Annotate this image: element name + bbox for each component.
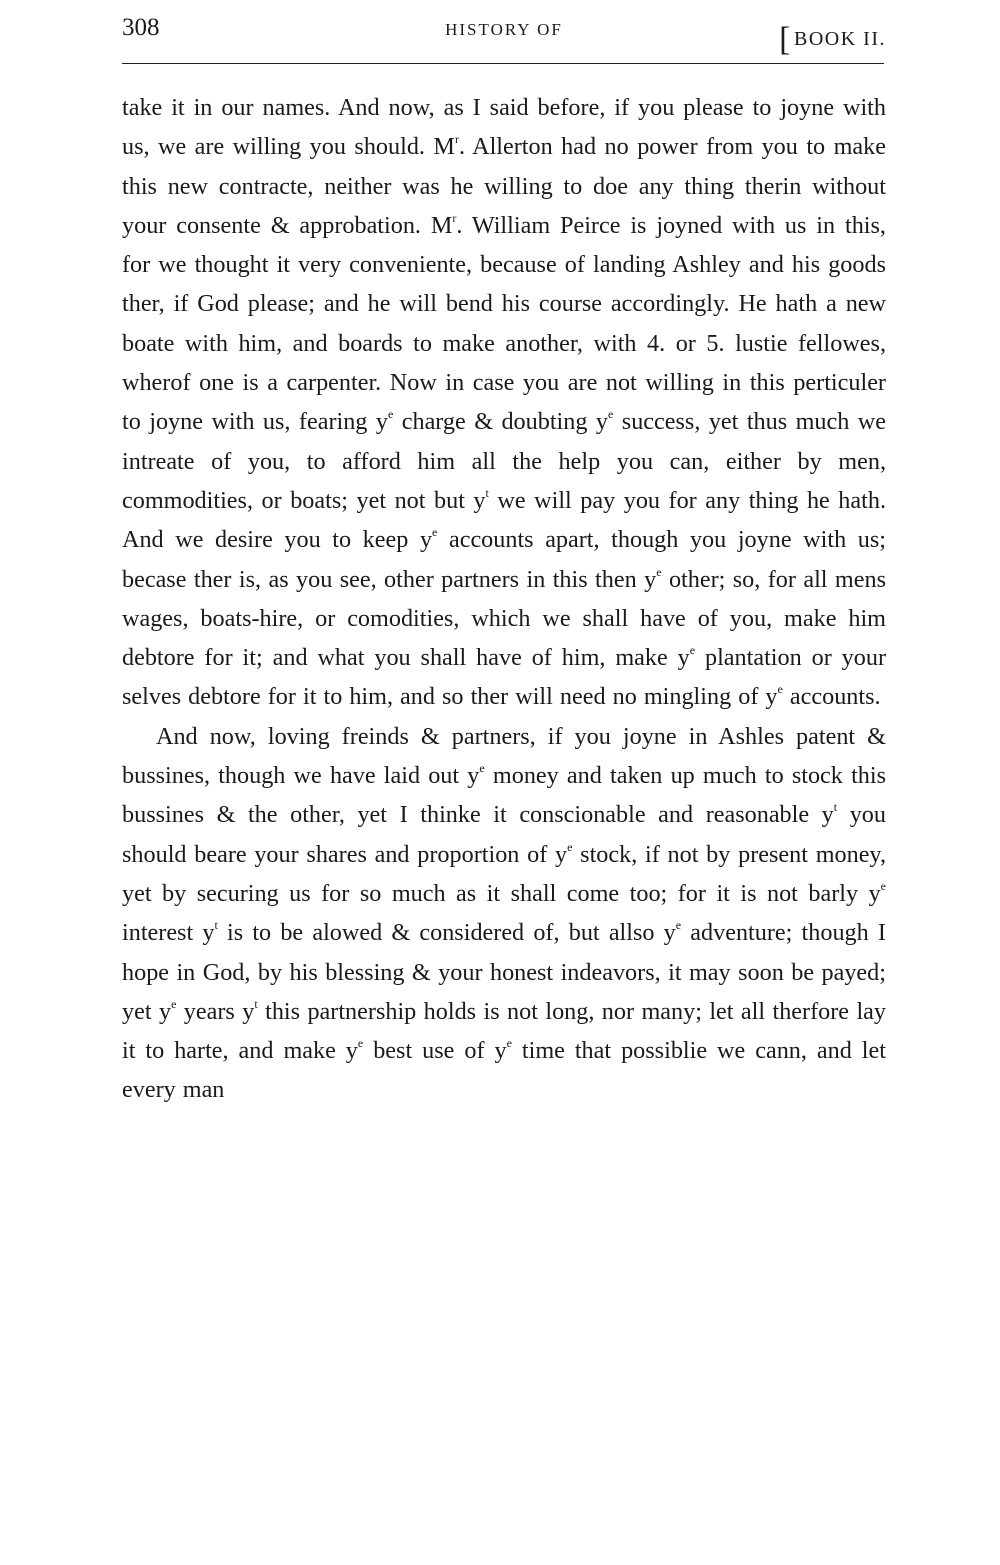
superscript-abbrev: t: [254, 996, 258, 1011]
superscript-abbrev: e: [656, 564, 662, 579]
superscript-abbrev: r: [452, 210, 457, 225]
superscript-abbrev: e: [675, 918, 682, 933]
paragraph: take it in our names. And now, as I said before, if you please to joyne with us, we are willing you should. $M^r$. Allerton had no power from you to make this new contracte, neither was he willing to doe any thing therin without your consente & approbation. $M^r$. William Peirce is joyned with us in this, for we thought it very conveniente, because of landing Ashley and his goods ther, if God please; and he will bend his course accordingly. He hath a new boate with him, and boards to make another, with 4. or 5. lustie fellowes, wherof one is a carpenter. Now in case you are not willing in this perticuler to joyne with us, fearing $y^e$ charge & doubting $y^e$ success, yet thus much we intreate of you, to afford him all the help you can, either by men, commodities, or boats; yet not but $y^t$ we will pay you for any thing he hath. And we desire you to keep $y^e$ accounts apart, though you joyne with us; becase ther is, as you see, other partners in this then $y^e$ other; so, for all mens wages, boats-hire, or comodities, which we shall have of you, make him debtore for it; and what you shall have of him, make $y^e$ plantation or your selves debtore for it to him, and so ther will need no mingling of $y^e$ accounts.: [122, 94, 886, 711]
book-bracket: [: [779, 21, 792, 58]
superscript-abbrev: e: [689, 643, 696, 658]
superscript-abbrev: r: [454, 132, 459, 147]
book-label: BOOK II.: [794, 28, 886, 50]
superscript-abbrev: e: [567, 839, 573, 854]
superscript-abbrev: e: [171, 996, 177, 1011]
superscript-abbrev: e: [479, 760, 485, 775]
page-number: 308: [122, 14, 160, 41]
superscript-abbrev: t: [833, 800, 838, 815]
superscript-abbrev: e: [608, 407, 614, 422]
running-title: HISTORY OF: [445, 20, 563, 39]
superscript-abbrev: e: [432, 525, 438, 540]
paragraph: And now, loving freinds & partners, if you joyne in Ashles patent & bussines, though we have laid out $y^e$ money and taken up much to stock this bussines & the other, yet I thinke it conscionable and reasonable $y^t$ you should beare your shares and proportion of $y^e$ stock, if not by present money, yet by securing us for so much as it shall come too; for it is not barly $y^e$ interest $y^t$ is to be alowed & considered of, but allso $y^e$ adventure; though I hope in God, by his blessing & your honest indeavors, it may soon be payed; yet $y^e$ years $y^t$ this partnership holds is not long, nor many; let all therfore lay it to harte, and make $y^e$ best use of $y^e$ time that possiblie we cann, and let every man: [122, 722, 887, 1104]
superscript-abbrev: e: [880, 878, 886, 893]
body-text: [122, 88, 886, 1110]
page-header: [122, 14, 886, 58]
superscript-abbrev: e: [506, 1036, 512, 1051]
superscript-abbrev: e: [777, 682, 783, 697]
header-rule: [122, 63, 884, 64]
superscript-abbrev: t: [214, 918, 218, 933]
superscript-abbrev: t: [485, 485, 489, 500]
superscript-abbrev: e: [387, 407, 394, 422]
book-reference: [779, 16, 886, 58]
superscript-abbrev: e: [357, 1036, 364, 1051]
